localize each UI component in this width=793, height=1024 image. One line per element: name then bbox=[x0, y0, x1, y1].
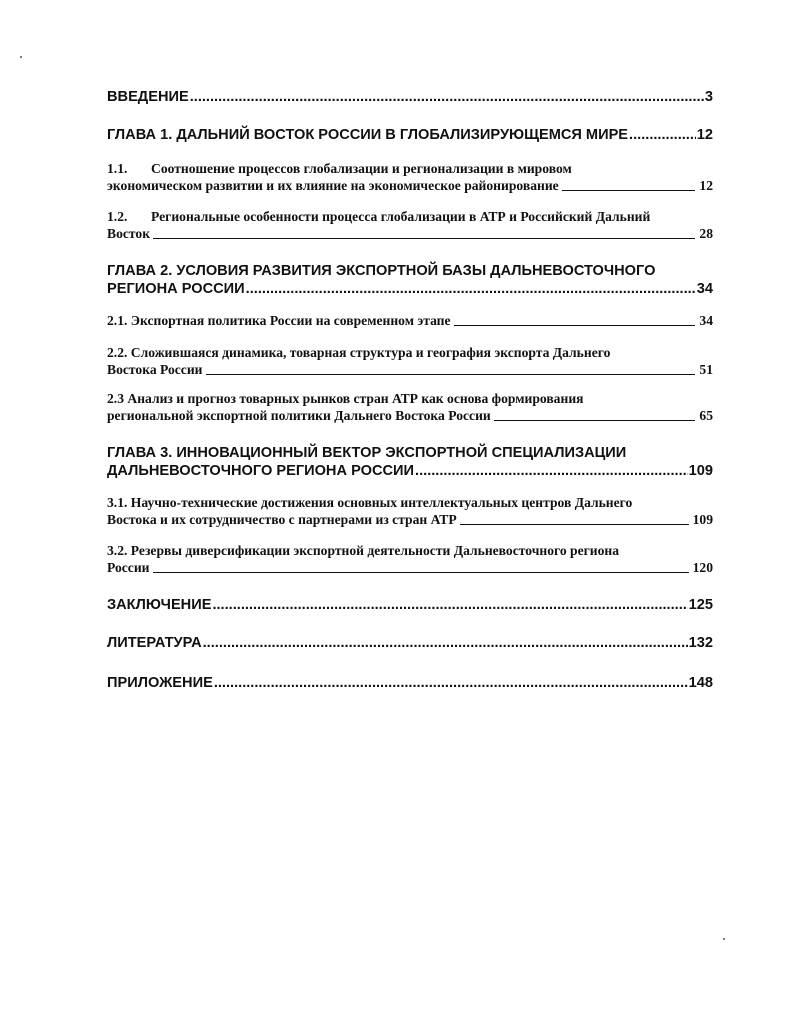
toc-section-2-1[interactable] bbox=[107, 312, 713, 329]
underline-leader bbox=[153, 571, 689, 573]
toc-section-3-2[interactable] bbox=[107, 542, 713, 576]
toc-section-2-2-page: 51 bbox=[699, 362, 713, 377]
toc-section-2-1-title: 2.1. Экспортная политика России на современном этапе bbox=[107, 313, 451, 328]
toc-section-2-2-line2: Востока России bbox=[107, 362, 203, 377]
toc-section-2-3-line1: 2.3 Анализ и прогноз товарных рынков стран АТР как основа формирования bbox=[107, 391, 584, 406]
toc-appendix-page: 148 bbox=[688, 675, 713, 691]
toc-section-3-1-line2: Востока и их сотрудничество с партнерами из стран АТР bbox=[107, 512, 457, 527]
toc-chapter-3-line2: ДАЛЬНЕВОСТОЧНОГО РЕГИОНА РОССИИ bbox=[107, 463, 415, 479]
toc-section-1-2-line1: Региональные особенности процесса глобализации в АТР и Российский Дальний bbox=[151, 209, 651, 224]
toc-section-3-1[interactable] bbox=[107, 494, 713, 528]
toc-section-2-3-page: 65 bbox=[699, 408, 713, 423]
toc-section-2-2-line1: 2.2. Сложившаяся динамика, товарная структура и география экспорта Дальнего bbox=[107, 345, 611, 360]
toc-section-2-3[interactable] bbox=[107, 390, 713, 424]
toc-conclusion-page: 125 bbox=[688, 597, 713, 613]
toc-conclusion-title: ЗАКЛЮЧЕНИЕ bbox=[107, 597, 212, 613]
toc-section-1-1[interactable] bbox=[107, 160, 713, 194]
dot-leader bbox=[203, 634, 688, 652]
toc-section-1-2[interactable] bbox=[107, 208, 713, 242]
toc-chapter-1-page: 12 bbox=[696, 127, 713, 143]
underline-leader bbox=[454, 324, 696, 326]
toc-section-3-1-line1: 3.1. Научно-технические достижения основных интеллектуальных центров Дальнего bbox=[107, 495, 633, 510]
toc-chapter-1[interactable] bbox=[107, 126, 713, 144]
dot-leader bbox=[212, 596, 687, 614]
toc-chapter-1-title: ГЛАВА 1. ДАЛЬНИЙ ВОСТОК РОССИИ В ГЛОБАЛИЗИРУЮЩЕМСЯ МИРЕ bbox=[107, 127, 629, 143]
toc-chapter-2-line2: РЕГИОНА РОССИИ bbox=[107, 281, 245, 297]
scan-speck bbox=[20, 56, 22, 58]
toc-section-1-1-number: 1.1. bbox=[107, 161, 128, 176]
dot-leader bbox=[246, 280, 696, 298]
dot-leader bbox=[629, 126, 696, 144]
toc-intro-title: ВВЕДЕНИЕ bbox=[107, 89, 189, 105]
toc-appendix-title: ПРИЛОЖЕНИЕ bbox=[107, 675, 213, 691]
dot-leader bbox=[190, 88, 704, 106]
toc-section-2-2[interactable] bbox=[107, 344, 713, 378]
underline-leader bbox=[206, 373, 696, 375]
toc-section-3-1-page: 109 bbox=[692, 512, 713, 527]
toc-section-1-1-line1: Соотношение процессов глобализации и регионализации в мировом bbox=[151, 161, 572, 176]
toc-section-3-2-line2: России bbox=[107, 560, 150, 575]
toc-literature[interactable] bbox=[107, 634, 713, 652]
dot-leader bbox=[214, 674, 688, 692]
toc-section-1-1-line2: экономическом развитии и их влияние на экономическое районирование bbox=[107, 178, 559, 193]
toc-conclusion[interactable] bbox=[107, 596, 713, 614]
toc-section-1-1-page: 12 bbox=[699, 178, 713, 193]
toc-chapter-3[interactable] bbox=[107, 444, 713, 480]
toc-section-3-2-page: 120 bbox=[692, 560, 713, 575]
toc-section-2-3-line2: региональной экспортной политики Дальнего Востока России bbox=[107, 408, 491, 423]
underline-leader bbox=[460, 523, 689, 525]
toc-section-2-1-page: 34 bbox=[699, 313, 713, 328]
toc-intro-page: 3 bbox=[704, 89, 713, 105]
underline-leader bbox=[494, 419, 696, 421]
toc-section-1-2-line2: Восток bbox=[107, 226, 151, 241]
underline-leader bbox=[153, 237, 695, 239]
toc-appendix[interactable] bbox=[107, 674, 713, 692]
dot-leader bbox=[415, 462, 688, 480]
toc-chapter-2[interactable] bbox=[107, 262, 713, 298]
toc-section-3-2-line1: 3.2. Резервы диверсификации экспортной деятельности Дальневосточного региона bbox=[107, 543, 620, 558]
toc-section-1-2-number: 1.2. bbox=[107, 209, 128, 224]
toc-chapter-3-line1: ГЛАВА 3. ИННОВАЦИОННЫЙ ВЕКТОР ЭКСПОРТНОЙ СПЕЦИАЛИЗАЦИИ bbox=[107, 445, 627, 461]
toc-literature-title: ЛИТЕРАТУРА bbox=[107, 635, 202, 651]
toc-chapter-3-page: 109 bbox=[688, 463, 713, 479]
scan-speck bbox=[723, 938, 725, 940]
toc-chapter-2-line1: ГЛАВА 2. УСЛОВИЯ РАЗВИТИЯ ЭКСПОРТНОЙ БАЗЫ ДАЛЬНЕВОСТОЧНОГО bbox=[107, 263, 656, 279]
toc-intro[interactable] bbox=[107, 88, 713, 106]
toc-section-1-2-page: 28 bbox=[699, 226, 713, 241]
underline-leader bbox=[562, 189, 696, 191]
toc-chapter-2-page: 34 bbox=[696, 281, 713, 297]
toc-literature-page: 132 bbox=[688, 635, 713, 651]
